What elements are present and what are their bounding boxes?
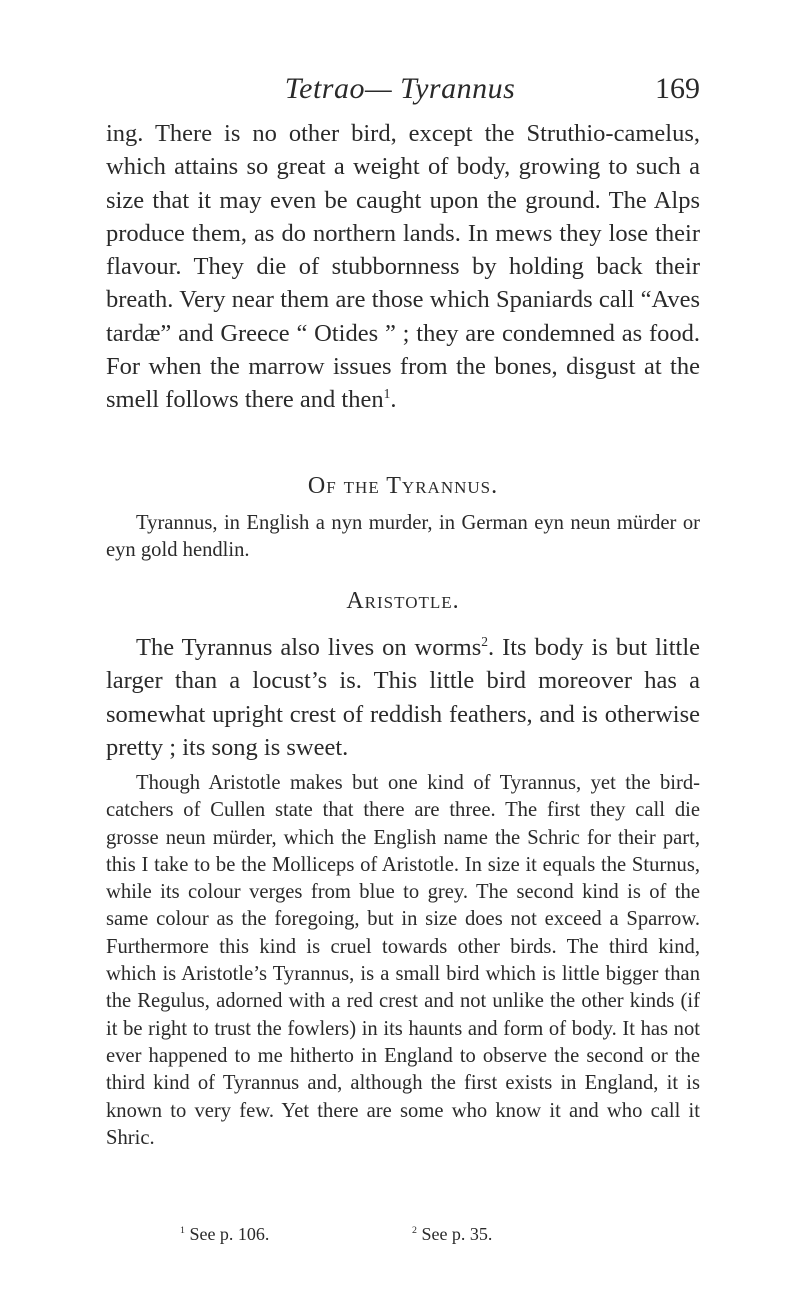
heading-aristotle (106, 588, 700, 615)
footnote-2 (412, 1222, 492, 1246)
paragraph-struthio: ing. There is no other bird, except the Struthio-camelus, which attains so great a weight of body, growing to such a size that it may even be caught upon the ground. The Alps produce them, as do northern lands. In mews they lose their flavour. They die of stubbornness by holding back their breath. Very near them are those which Spaniards call “Aves tardæ” and Greece “ Otides ” ; they are condemned as food. For when the marrow issues from the bones, disgust at the smell follows there and then$^1$. (106, 120, 700, 414)
footnote-1 (180, 1222, 269, 1246)
paragraph-tyrannus-names (106, 510, 700, 565)
footnote-ref: 1 (383, 386, 391, 402)
section-heading: Of the Tyrannus. (307, 473, 499, 499)
footnote-marker: 1 (180, 1225, 185, 1236)
footnote-marker: 2 (412, 1225, 417, 1236)
paragraph-text-cont: . Its body is but little larger than a locust’s is. This little bird moreover has a somewhat upright crest of reddish feathers, and is otherwise pretty ; its song is sweet. (106, 634, 701, 761)
footnote-text: See p. 35. (421, 1224, 493, 1244)
section-heading: Aristotle. (346, 588, 460, 614)
running-head (0, 64, 800, 114)
paragraph-aristotle (106, 631, 700, 764)
footnote-text: See p. 106. (189, 1224, 270, 1244)
running-title: Tetrao— Tyrannus (284, 72, 516, 105)
heading-of-the-tyrannus (106, 473, 700, 500)
paragraph-three-kinds (106, 770, 700, 1152)
paragraph-text: The Tyrannus also lives on worms (136, 634, 482, 661)
footnote-ref: 2 (481, 633, 488, 649)
paragraph-text: Though Aristotle makes but one kind of Tyrannus, yet the bird-catchers of Cullen state that there are three. The first they call die grosse neun mürder, which the English name the Schric for their part, this I take to be the Molliceps of Aristotle. In size it equals the Sturnus, while its colour verges from blue to grey. The second kind is of the same colour as the foregoing, but in size does not exceed a Sparrow. Furthermore this kind is cruel towards other birds. The third kind, which is Aristotle’s Tyrannus, is a small bird which is little bigger than the Regulus, adorned with a red crest and not unlike the other kinds (if it be right to trust the fowlers) in its haunts and form of body. It has not ever happened to me hitherto in England to observe the second or the third kind of Tyrannus and, although the first exists in England, it is known to very few. Yet there are some who know it and who call it Shric. (106, 772, 700, 1149)
paragraph-text: Tyrannus, in English a nyn murder, in German eyn neun mürder or eyn gold hendlin. (106, 512, 700, 562)
paragraph-text: ing. There is no other bird, except the Struthio-camelus, which attains so great a weight of body, growing to such a size that it may even be caught upon the ground. The Alps produce them, as do northern lands. In mews they lose their flavour. They die of stubbornness by holding back their breath. Very near them are those which Spaniards call “Aves tardæ” and Greece “ Otides ” ; they are condemned as food. For when the marrow issues from the bones, disgust at the smell follows there and then (106, 120, 700, 414)
page-number: 169 (655, 72, 700, 105)
